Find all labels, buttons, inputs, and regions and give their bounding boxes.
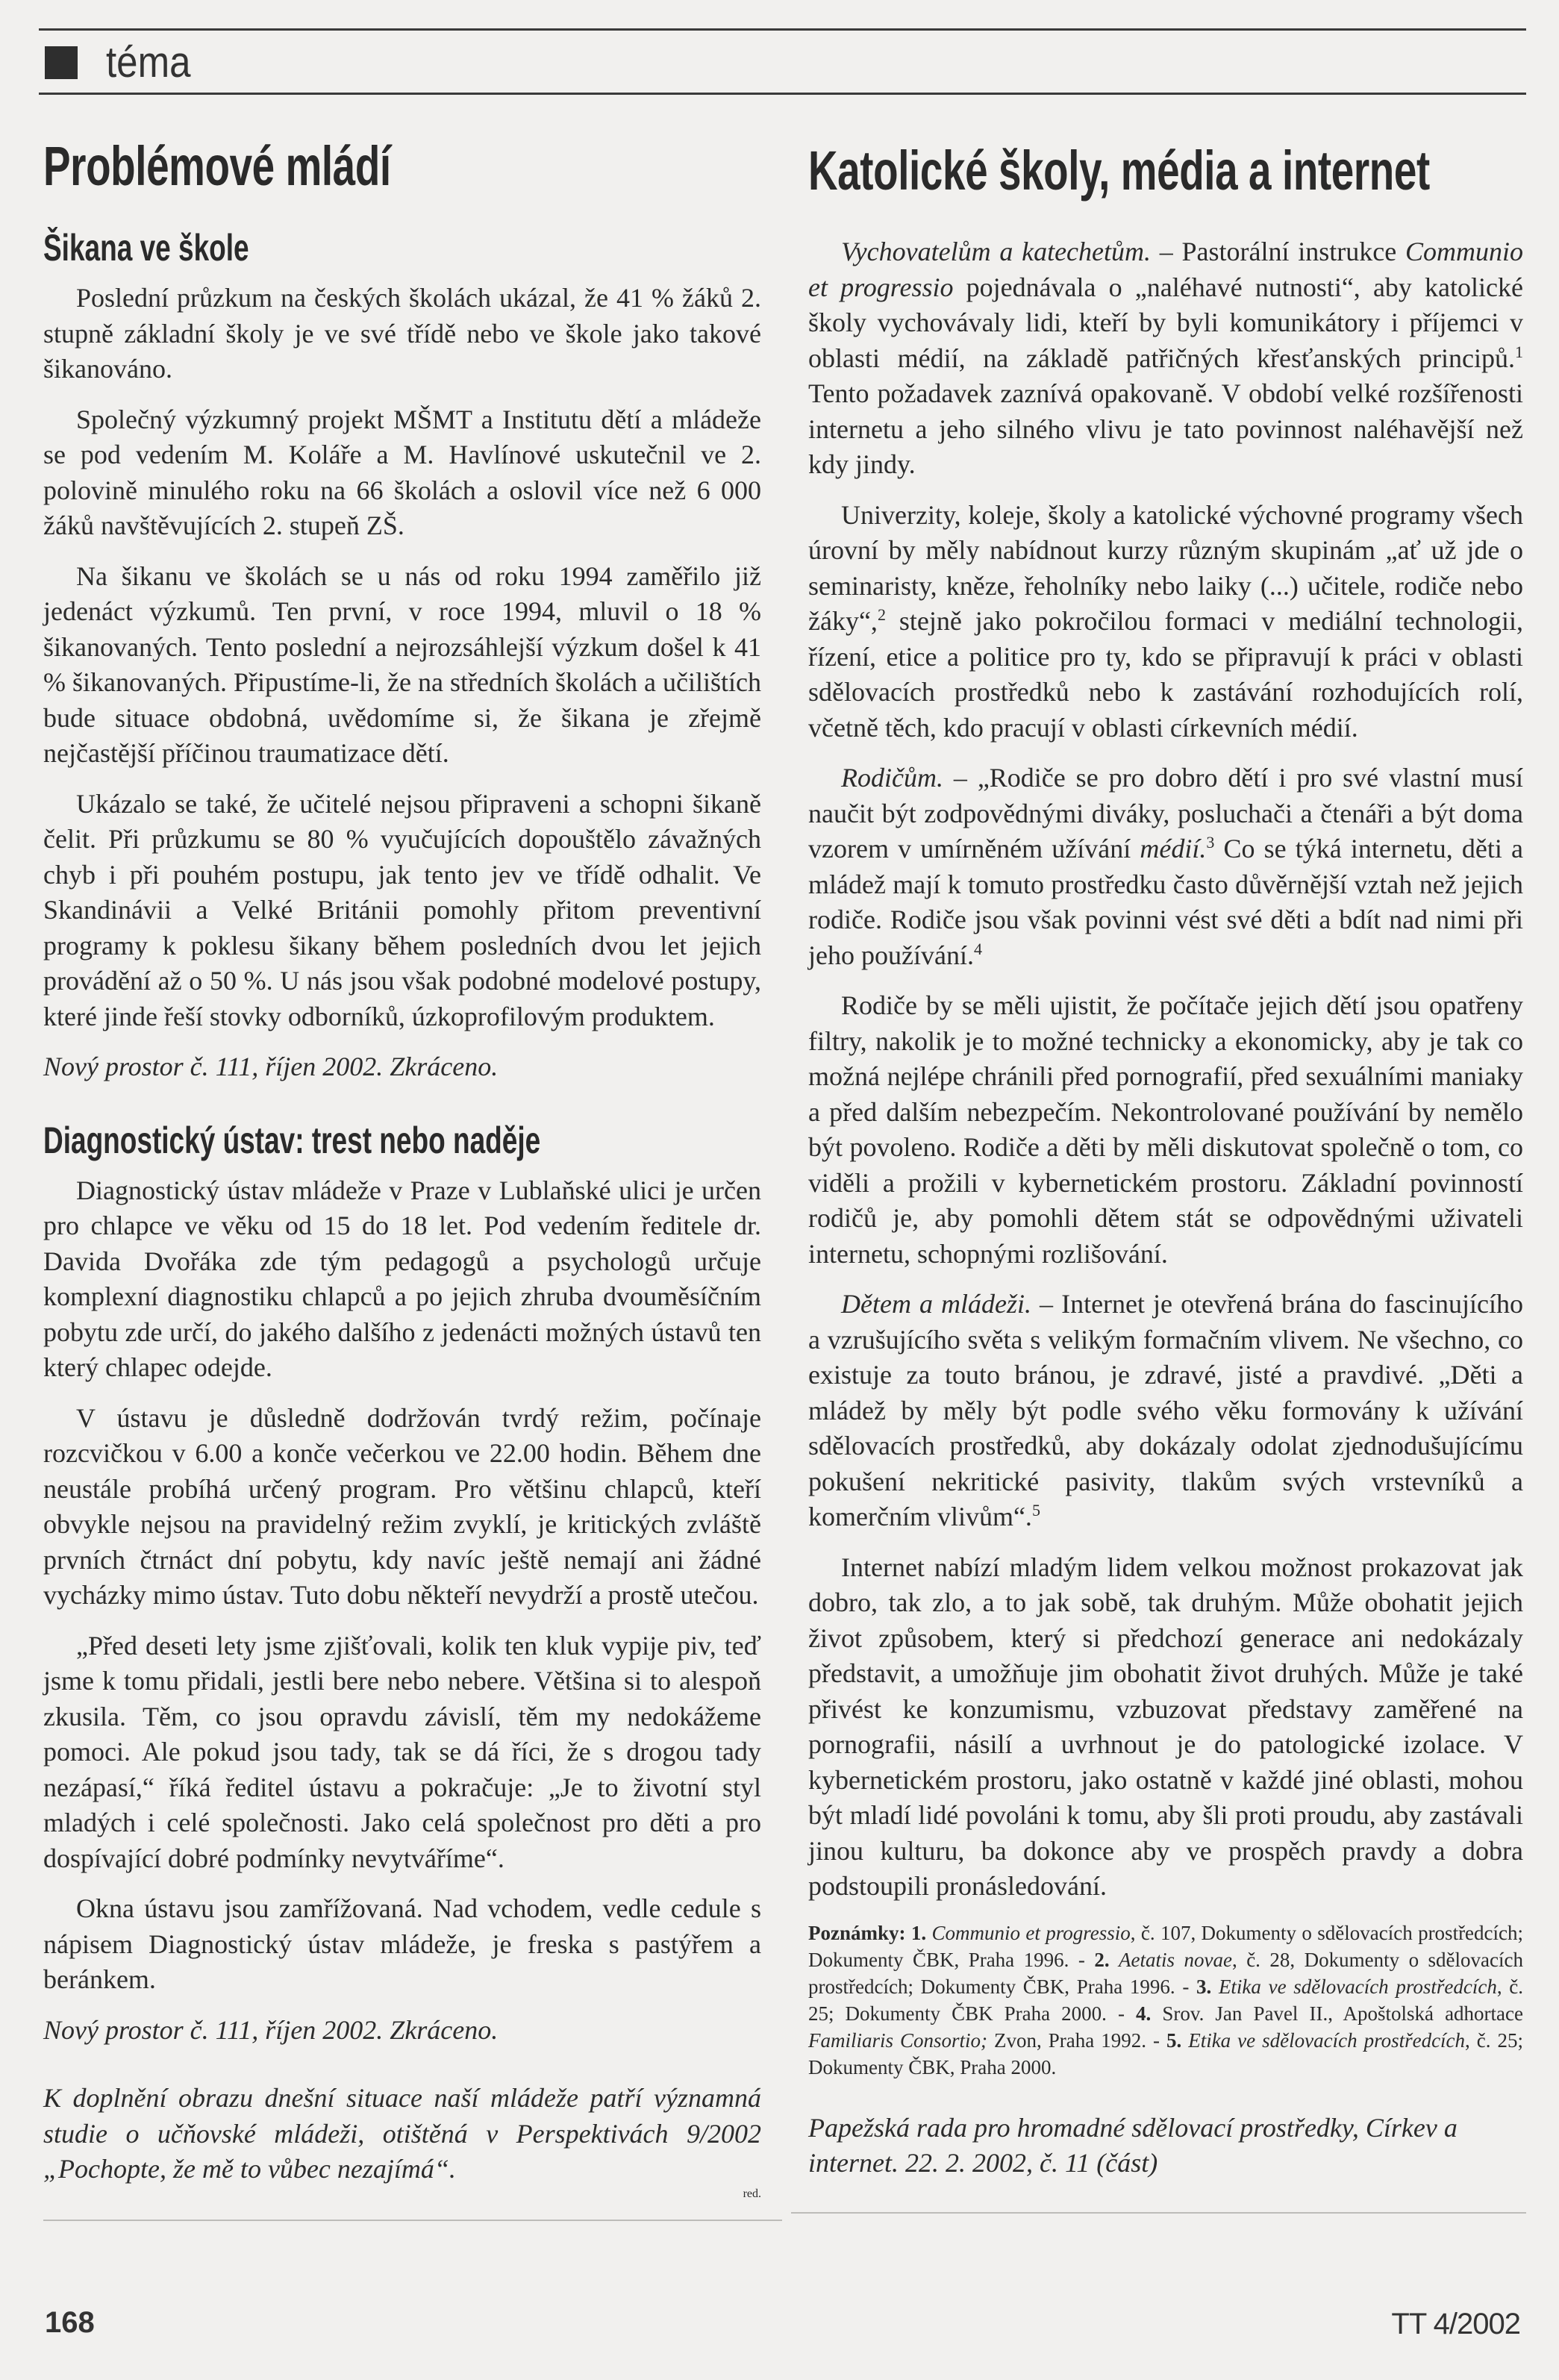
editor-signature: red. <box>743 2187 761 2200</box>
section-tag <box>45 38 202 87</box>
paragraph: Dětem a mládeži. – Internet je otevřená brána do fascinujícího a vzrušujícího světa s velikým formačním vlivem. Ne všechno, co existuje za touto bránou, je zdravé, jisté a pravdivé. „Děti a mládež by měly být podle svého věku formovány k užívání sdělovacích prostředků, aby dokázaly odolat zjednodušujícímu pokušení nekritické pasivity, tlakům svých vrstevníků a komerčním vlivům“.$^5$ <box>808 1289 1523 1531</box>
paragraph: Ukázalo se také, že učitelé nejsou připraveni a schopni šikaně čelit. Při průzkumu se 80 % vyučujících dopouštělo závažných chyb i při pouhém postupu, jak tento jev ve třídě odhalit. Ve Skandinávii a Velké Británii pomohly přitom preventivní programy k poklesu šikany během posledních dvou let jejich provádění až o 50 %. U nás jsou však podobné modelové postupy, které jinde řeší stovky odborníků, úzkoprofilovým produktem. <box>43 788 761 1031</box>
lead-in: Rodičům. <box>841 763 943 793</box>
left-column <box>43 127 761 2201</box>
article-source: Papežská rada pro hromadné sdělovací prostředky, Církev a internet. 22. 2. 2002, č. 11 (část) <box>808 2112 1458 2178</box>
paragraph: Vychovatelům a katechetům. – Pastorální instrukce Communio et progressio pojednávala o „naléhavé nutnosti“, aby katolické školy vychovávaly lidi, kteří by byli komunikátory i příjemci v oblasti médií, na základě patřičných křesťanských principů.$^1$ Tento požadavek zaznívá opakovaně. V období velké rozšířenosti internetu a jeho silného vlivu je tato povinnost naléhavější než kdy jindy. <box>808 237 1523 479</box>
page-number: 168 <box>45 2306 95 2339</box>
article-heading-sikana: Šikana ve škole <box>43 227 249 269</box>
editor-signature-row <box>43 2187 761 2201</box>
paragraph: Na šikanu ve školách se u nás od roku 1994 zaměřilo již jedenáct výzkumů. Ten první, v roce 1994, mluvil o 18 % šikanovaných. Tento poslední a nejrozsáhlejší výzkum došel k 41 % šikanovaných. Připustíme-li, že na středních školách a učilištích bude situace obdobná, uvědomíme si, že šikana je zřejmě nejčastější příčinou traumatizace dětí. <box>43 560 761 768</box>
black-square-icon <box>45 46 78 79</box>
footnote-ref: 3 <box>1206 833 1215 852</box>
paragraph: Diagnostický ústav mládeže v Praze v Lublaňské ulici je určen pro chlapce ve věku od 15 do 18 let. Pod vedením ředitele dr. Davida Dvořáka zde tým pedagogů a psychologů určuje komplexní diagnostiku chlapců a po jejich zhruba dvouměsíčním pobytu zde určí, do jakého dalšího z jedenácti možných ústavů ten který chlapec odejde. <box>43 1175 761 1382</box>
header-top-rule <box>39 28 1526 31</box>
footnotes: Poznámky: 1. Communio et progressio, č. 107, Dokumenty o sdělovacích prostředcích; Dokumenty ČBK, Praha 1996. - 2. Aetatis novae, č. 28, Dokumenty o sdělovacích prostředcích; Dokumenty ČBK, Praha 1996. - 3. Etika ve sdělovacích prostředcích, č. 25; Dokumenty ČBK Praha 2000. - 4. Srov. Jan Pavel II., Apoštolská adhortace Familiaris Consortio; Zvon, Praha 1992. - 5. Etika ve sdělovacích prostředcích, č. 25; Dokumenty ČBK, Praha 2000. <box>808 1921 1524 2078</box>
article-source: Nový prostor č. 111, říjen 2002. Zkráceno. <box>43 1052 499 1081</box>
right-column <box>808 127 1523 2181</box>
paragraph: V ústavu je důsledně dodržován tvrdý režim, počínaje rozcvičkou v 6.00 a konče večerkou ve 22.00 hodin. Během dne neustále probíhá určený program. Pro většinu chlapců, kteří obvykle nejsou na pravidelný režim zvyklí, je kritických zvláště prvních čtrnáct dní pobytu, kdy navíc ještě nemají ani žádné vycházky mimo ústav. Tuto dobu někteří nevydrží a prostě utečou. <box>43 1402 761 1610</box>
lead-in: Dětem a mládeži. <box>841 1289 1032 1319</box>
footnote-ref: 2 <box>877 605 886 624</box>
paragraph: „Před deseti lety jsme zjišťovali, kolik ten kluk vypije piv, teď jsme k tomu přidali, jestli bere nebo nebere. Většina si to alespoň zkusila. Těm, co jsou opravdu závislí, těm my nedokážeme pomoci. Ale pokud jsou tady, tak se dá říci, že s drogou tady nezápasí,“ říká ředitel ústavu a pokračuje: „Je to životní styl mladých i celé společnosti. Jako celá společnost pro děti a pro dospívající dobré podmínky nevytváříme“. <box>43 1630 761 1873</box>
footnote-ref: 5 <box>1031 1501 1040 1519</box>
paragraph: Univerzity, koleje, školy a katolické výchovné programy všech úrovní by měly nabídnout kurzy různým skupinám „ať už jde o seminaristy, kněze, řeholníky nebo laiky (...) učitele, rodiče nebo žáky“,$^2$ stejně jako pokročilou formaci v mediální technologii, řízení, etice a politice pro ty, kdo se připravují k práci v oblasti sdělovacích prostředků nebo k zastávání rozhodujících rolí, včetně těch, kdo pracují v oblasti církevních médií. <box>808 499 1523 743</box>
footnotes-label: Poznámky: <box>808 1921 906 1944</box>
article-source: Nový prostor č. 111, říjen 2002. Zkráceno. <box>43 2014 499 2045</box>
paragraph: Okna ústavu jsou zamřížovaná. Nad vchodem, vedle cedule s nápisem Diagnostický ústav mládeže, je freska s pastýřem a beránkem. <box>43 1893 761 1994</box>
issue-label: TT 4/2002 <box>1391 2308 1520 2340</box>
section-label: téma <box>106 38 191 87</box>
page-title-problemove-mladi: Problémové mládí <box>43 135 391 197</box>
page-title-katolicke-skoly: Katolické školy, média a internet <box>808 140 1430 202</box>
left-column-end-rule <box>43 2220 782 2221</box>
editor-note-text: K doplnění obrazu dnešní situace naší mládeže patří významná studie o učňovské mládeži, otištěná v Perspektivách 9/2002 „Pochopte, že mě to vůbec nezajímá“. <box>43 2083 761 2184</box>
paragraph: Rodičům. – „Rodiče se pro dobro dětí i pro své vlastní musí naučit být zodpovědnými diváky, posluchači a čtenáři a být doma vzorem v umírněném užívání médií.$^3$ Co se týká internetu, děti a mládež mají k tomuto prostředku často důvěrnější vztah než jejich rodiče. Rodiče jsou však povinni vést své děti a bdít nad nimi při jeho používání.$^4$ <box>808 763 1523 970</box>
editor-note <box>43 2081 761 2187</box>
paragraph: Společný výzkumný projekt MŠMT a Institutu dětí a mládeže se pod vedením M. Koláře a M. Havlínové uskutečnil ve 2. polovině minulého roku na 66 školách a oslovil více než 6 000 žáků navštěvujících 2. stupeň ZŠ. <box>43 404 761 540</box>
paragraph: Internet nabízí mladým lidem velkou možnost prokazovat jak dobro, tak zlo, a to jak sobě, tak druhým. Může obohatit jejich život způsobem, který si předchozí generace ani nedokázaly představit, a umožňuje jim obohatit život druhých. Může je také přivést ke konzumismu, vzbuzovat představy zaměřené na pornografii, násilí a uvrhnout je do patologické izolace. V kybernetickém prostoru, jako ostatně v každé jiné oblasti, mohou být mladí lidé povoláni k tomu, aby šli proti proudu, aby zastávali jinou kulturu, ba dokonce aby ve prospěch pravdy a dobra podstoupili pronásledování. <box>808 1552 1523 1901</box>
header-bottom-rule <box>39 93 1526 95</box>
footnote-ref: 4 <box>973 939 982 958</box>
paragraph: Rodiče by se měli ujistit, že počítače jejich dětí jsou opatřeny filtry, nakolik je to možné technicky a ekonomicky, aby je tak co možná nejlépe chránili před pornografií, před sexuálními maniaky a před dalším nebezpečím. Nekontrolované používání by nemělo být povoleno. Rodiče a děti by měli diskutovat společně o tom, co viděli a prožili v kybernetickém prostoru. Základní povinností rodičů je, aby pomohli dětem stát se odpovědnými uživateli internetu, schopnými rozlišování. <box>808 990 1523 1269</box>
footnote-ref: 1 <box>1515 342 1523 361</box>
right-column-end-rule <box>791 2212 1526 2214</box>
lead-in: Vychovatelům a katechetům. <box>841 237 1152 266</box>
paragraph: Poslední průzkum na českých školách ukázal, že 41 % žáků 2. stupně základní školy je ve své třídě nebo ve škole jako takové šikanováno. <box>43 283 761 384</box>
article-heading-diagnosticky-ustav: Diagnostický ústav: trest nebo naděje <box>43 1119 541 1161</box>
